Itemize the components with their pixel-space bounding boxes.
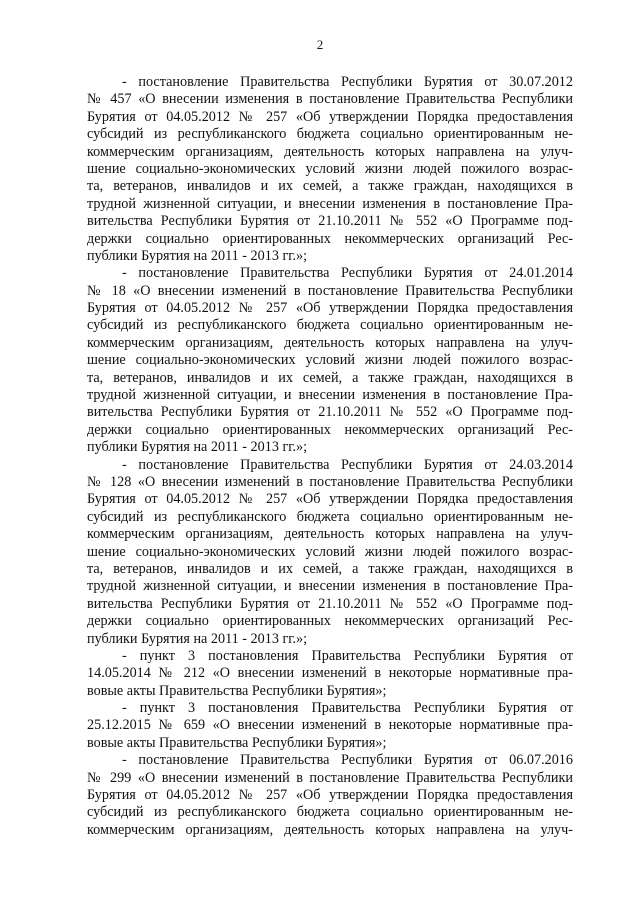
- text-line: та, ветеранов, инвалидов и их семей, а также граждан, находящихся в: [87, 178, 573, 195]
- paragraph: [87, 457, 573, 648]
- text-line: шение социально-экономических условий жизни людей пожилого возрас-: [87, 352, 573, 369]
- text-line: трудной жизненной ситуации, и внесении изменения в постановление Пра-: [87, 195, 573, 212]
- document-body: [87, 74, 573, 839]
- text-line: - постановление Правительства Республики Бурятия от 06.07.2016: [122, 752, 573, 769]
- page-number: 2: [316, 37, 324, 52]
- text-line: субсидий из республиканского бюджета социально ориентированным не-: [87, 804, 573, 821]
- text-line: публики Бурятия на 2011 - 2013 гг.»;: [87, 247, 308, 264]
- text-line: трудной жизненной ситуации, и внесении изменения в постановление Пра-: [87, 578, 573, 595]
- text-line: коммерческим организациям, деятельность которых направлена на улуч-: [87, 821, 573, 838]
- paragraph: [87, 265, 573, 456]
- text-line: шение социально-экономических условий жизни людей пожилого возрас-: [87, 160, 573, 177]
- paragraph: [87, 752, 573, 839]
- text-line: 14.05.2014 № 212 «О внесении изменений в некоторые нормативные пра-: [87, 665, 573, 682]
- text-line: вительства Республики Бурятия от 21.10.2011 № 552 «О Программе под-: [87, 213, 573, 230]
- text-line: коммерческим организациям, деятельность которых направлена на улуч-: [87, 143, 573, 160]
- text-line: № 457 «О внесении изменения в постановление Правительства Республики: [87, 91, 573, 108]
- text-line: Бурятия от 04.05.2012 № 257 «Об утверждении Порядка предоставления: [87, 787, 573, 804]
- text-line: № 18 «О внесении изменений в постановление Правительства Республики: [87, 282, 573, 299]
- text-line: вительства Республики Бурятия от 21.10.2011 № 552 «О Программе под-: [87, 404, 573, 421]
- text-line: коммерческим организациям, деятельность которых направлена на улуч-: [87, 526, 573, 543]
- text-line: № 299 «О внесении изменений в постановление Правительства Республики: [87, 769, 573, 786]
- text-line: Бурятия от 04.05.2012 № 257 «Об утверждении Порядка предоставления: [87, 491, 573, 508]
- text-line: вительства Республики Бурятия от 21.10.2011 № 552 «О Программе под-: [87, 595, 573, 612]
- text-line: публики Бурятия на 2011 - 2013 гг.»;: [87, 439, 308, 456]
- text-line: - постановление Правительства Республики Бурятия от 24.03.2014: [122, 456, 573, 473]
- text-line: - постановление Правительства Республики Бурятия от 30.07.2012: [122, 74, 573, 90]
- text-line: - пункт 3 постановления Правительства Республики Бурятия от: [122, 700, 573, 717]
- text-line: вовые акты Правительства Республики Бурятия»;: [87, 682, 387, 699]
- text-line: - пункт 3 постановления Правительства Республики Бурятия от: [122, 647, 573, 664]
- text-line: Бурятия от 04.05.2012 № 257 «Об утверждении Порядка предоставления: [87, 300, 573, 317]
- text-line: держки социально ориентированных некоммерческих организаций Рес-: [87, 613, 573, 630]
- text-line: вовые акты Правительства Республики Бурятия»;: [87, 734, 387, 751]
- paragraph: [87, 74, 573, 265]
- text-line: держки социально ориентированных некоммерческих организаций Рес-: [87, 421, 573, 438]
- text-line: № 128 «О внесении изменений в постановление Правительства Республики: [87, 473, 573, 490]
- text-line: - постановление Правительства Республики Бурятия от 24.01.2014: [122, 265, 573, 282]
- text-line: публики Бурятия на 2011 - 2013 гг.»;: [87, 630, 308, 647]
- text-line: та, ветеранов, инвалидов и их семей, а также граждан, находящихся в: [87, 369, 573, 386]
- text-line: трудной жизненной ситуации, и внесении изменения в постановление Пра-: [87, 387, 573, 404]
- text-line: шение социально-экономических условий жизни людей пожилого возрас-: [87, 543, 573, 560]
- text-line: субсидий из республиканского бюджета социально ориентированным не-: [87, 508, 573, 525]
- text-line: коммерческим организациям, деятельность которых направлена на улуч-: [87, 334, 573, 351]
- text-line: субсидий из республиканского бюджета социально ориентированным не-: [87, 126, 573, 143]
- text-line: Бурятия от 04.05.2012 № 257 «Об утверждении Порядка предоставления: [87, 108, 573, 125]
- paragraph: [87, 648, 573, 700]
- text-line: та, ветеранов, инвалидов и их семей, а также граждан, находящихся в: [87, 560, 573, 577]
- paragraph: [87, 700, 573, 752]
- text-line: субсидий из республиканского бюджета социально ориентированным не-: [87, 317, 573, 334]
- text-line: держки социально ориентированных некоммерческих организаций Рес-: [87, 230, 573, 247]
- text-line: 25.12.2015 № 659 «О внесении изменений в некоторые нормативные пра-: [87, 717, 573, 734]
